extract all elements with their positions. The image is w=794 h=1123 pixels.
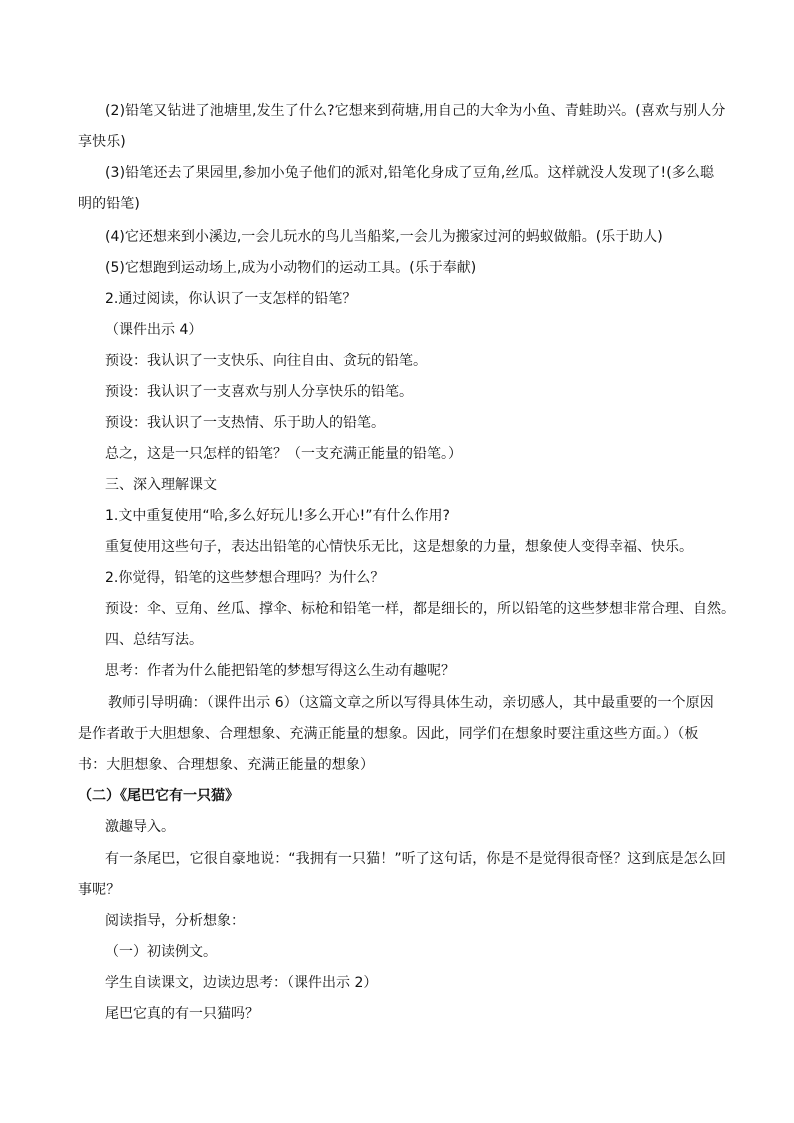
student-self-reading: 学生自读课文，边读边思考：（课件出示 2） [105,975,378,991]
preset-answer-3: 预设：我认识了一支热情、乐于助人的铅笔。 [105,415,385,431]
question-repetition: 1.文中重复使用“哈,多么好玩儿!多么开心!”有什么作用? [105,508,450,524]
intro-line: 激趣导入。 [105,819,175,835]
question-tail-cat: 尾巴它真的有一只猫吗？ [105,1006,259,1022]
section-heading-4: 四、总结写法。 [105,632,203,648]
summary-line: 总之，这是一只怎样的铅笔？（一支充满正能量的铅笔。） [105,446,462,462]
preset-answer-1: 预设：我认识了一支快乐、向往自由、贪玩的铅笔。 [105,353,427,369]
courseware-note-4: （课件出示 4） [105,322,203,338]
paragraph-pencil-pond: (2)铅笔又钻进了池塘里,发生了什么?它想来到荷塘,用自己的大伞为小鱼、青蛙助兴。(喜欢与别人分享快乐) [78,103,726,150]
first-reading: （一）初读例文。 [105,944,217,960]
preset-answer-reasonable: 预设：伞、豆角、丝瓜、撑伞、标枪和铅笔一样，都是细长的，所以铅笔的这些梦想非常合理、自然。 [105,601,735,617]
question-what-pencil: 2.通过阅读，你认识了一支怎样的铅笔？ [105,291,357,307]
answer-repetition: 重复使用这些句子，表达出铅笔的心情快乐无比，这是想象的力量，想象使人变得幸福、快乐。 [105,539,693,555]
question-reasonable: 2.你觉得，铅笔的这些梦想合理吗？为什么？ [105,570,385,586]
subsection-title-tail-cat: （二）《尾巴它有一只猫》 [78,788,239,804]
preset-answer-2: 预设：我认识了一支喜欢与别人分享快乐的铅笔。 [105,384,413,400]
thinking-question: 思考：作者为什么能把铅笔的梦想写得这么生动有趣呢？ [105,663,455,679]
paragraph-pencil-stream: (4)它还想来到小溪边,一会儿玩水的鸟儿当船桨,一会儿为搬家过河的蚂蚁做船。(乐于助人) [105,229,663,245]
reading-guidance: 阅读指导，分析想象： [105,913,245,929]
paragraph-pencil-orchard: (3)铅笔还去了果园里,参加小兔子他们的派对,铅笔化身成了豆角,丝瓜。这样就没人发现了!(多么聪明的铅笔) [78,165,715,212]
paragraph-tail-story: 有一条尾巴，它很自豪地说：“我拥有一只猫！”听了这句话，你是不是觉得很奇怪？这到底是怎么回事呢？ [78,851,727,898]
paragraph-pencil-playground: (5)它想跑到运动场上,成为小动物们的运动工具。(乐于奉献) [105,260,477,276]
teacher-guidance-paragraph: 教师引导明确：（课件出示 6）（这篇文章之所以写得具体生动，亲切感人，其中最重要的一个原因是作者敢于大胆想象、合理想象、充满正能量的想象。因此，同学们在想象时要注重这些方面。）（板书：大胆想象、合理想象、充满正能量的想象） [78,695,714,773]
section-heading-3: 三、深入理解课文 [105,477,217,493]
